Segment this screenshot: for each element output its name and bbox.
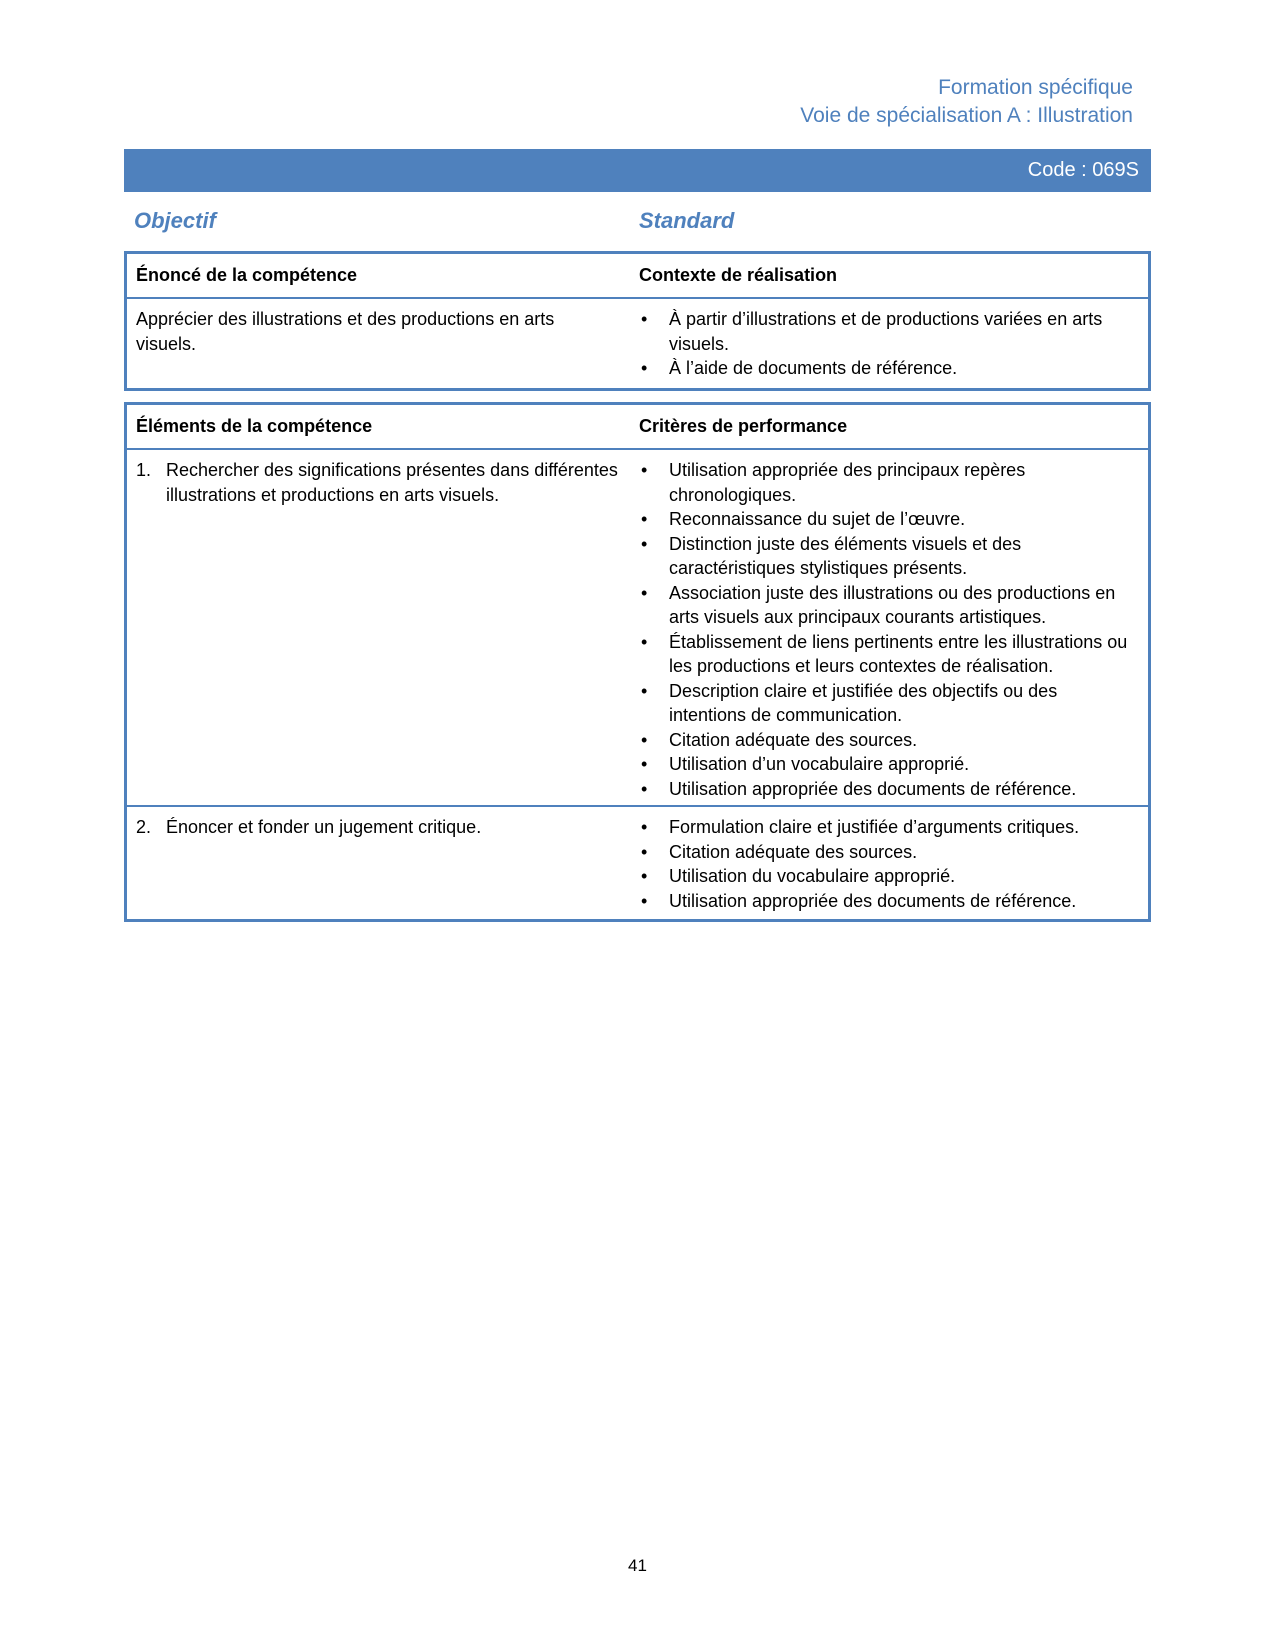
- criteria-header: Critères de performance: [639, 416, 848, 436]
- criteria-list: [639, 815, 1138, 913]
- criterion-item: • Reconnaissance du sujet de l’œuvre.: [639, 507, 1138, 532]
- criterion-item: • Distinction juste des éléments visuels et des caractéristiques stylistiques présents.: [639, 532, 1138, 581]
- element-text: Rechercher des significations présentes dans différentes illustrations et productions en arts visuels.: [166, 460, 618, 505]
- element-number: 1.: [136, 460, 152, 480]
- elements-table-header: [127, 405, 1148, 450]
- criterion-item: • Description claire et justifiée des objectifs ou des intentions de communication.: [639, 679, 1138, 728]
- criterion-item: • Établissement de liens pertinents entre les illustrations ou les productions et leurs contextes de réalisation.: [639, 630, 1138, 679]
- competence-table-body: [127, 299, 1148, 388]
- criterion-item: • Utilisation appropriée des documents de référence.: [639, 777, 1138, 802]
- context-item: • À partir d’illustrations et de productions variées en arts visuels.: [639, 307, 1138, 356]
- element-item: [136, 458, 619, 507]
- code-bar: [124, 149, 1151, 192]
- program-title: Formation spécifique: [938, 76, 1133, 99]
- elements-header: Éléments de la compétence: [136, 416, 373, 436]
- specialization-title: Voie de spécialisation A : Illustration: [800, 104, 1133, 127]
- competence-table: [124, 251, 1151, 391]
- standard-title: Standard: [639, 208, 735, 233]
- competency-code: Code : 069S: [1027, 159, 1139, 181]
- element-item: [136, 815, 619, 840]
- criteria-list: [639, 458, 1138, 801]
- competence-table-header: [127, 254, 1148, 299]
- objectif-title: Objectif: [134, 208, 216, 233]
- context-list: [639, 307, 1138, 381]
- criterion-item: • Citation adéquate des sources.: [639, 728, 1138, 753]
- criterion-item: • Formulation claire et justifiée d’arguments critiques.: [639, 815, 1138, 840]
- criterion-item: • Utilisation appropriée des principaux repères chronologiques.: [639, 458, 1138, 507]
- criterion-item: • Utilisation d’un vocabulaire approprié.: [639, 752, 1138, 777]
- criterion-item: • Citation adéquate des sources.: [639, 840, 1138, 865]
- page-header: [800, 74, 1133, 130]
- context-item: • À l’aide de documents de référence.: [639, 356, 1138, 381]
- elements-table: [124, 402, 1151, 922]
- page-number: 41: [628, 1556, 647, 1575]
- criterion-item: • Utilisation appropriée des documents de référence.: [639, 889, 1138, 914]
- element-row: [127, 807, 1148, 919]
- statement-header: Énoncé de la compétence: [136, 265, 358, 285]
- criterion-item: • Association juste des illustrations ou des productions en arts visuels aux principaux courants artistiques.: [639, 581, 1138, 630]
- context-header: Contexte de réalisation: [639, 265, 838, 285]
- criterion-item: • Utilisation du vocabulaire approprié.: [639, 864, 1138, 889]
- elements-table-body: [127, 450, 1148, 919]
- competence-statement: Apprécier des illustrations et des productions en arts visuels.: [136, 309, 555, 354]
- element-number: 2.: [136, 817, 152, 837]
- element-row: [127, 450, 1148, 807]
- element-text: Énoncer et fonder un jugement critique.: [166, 817, 482, 837]
